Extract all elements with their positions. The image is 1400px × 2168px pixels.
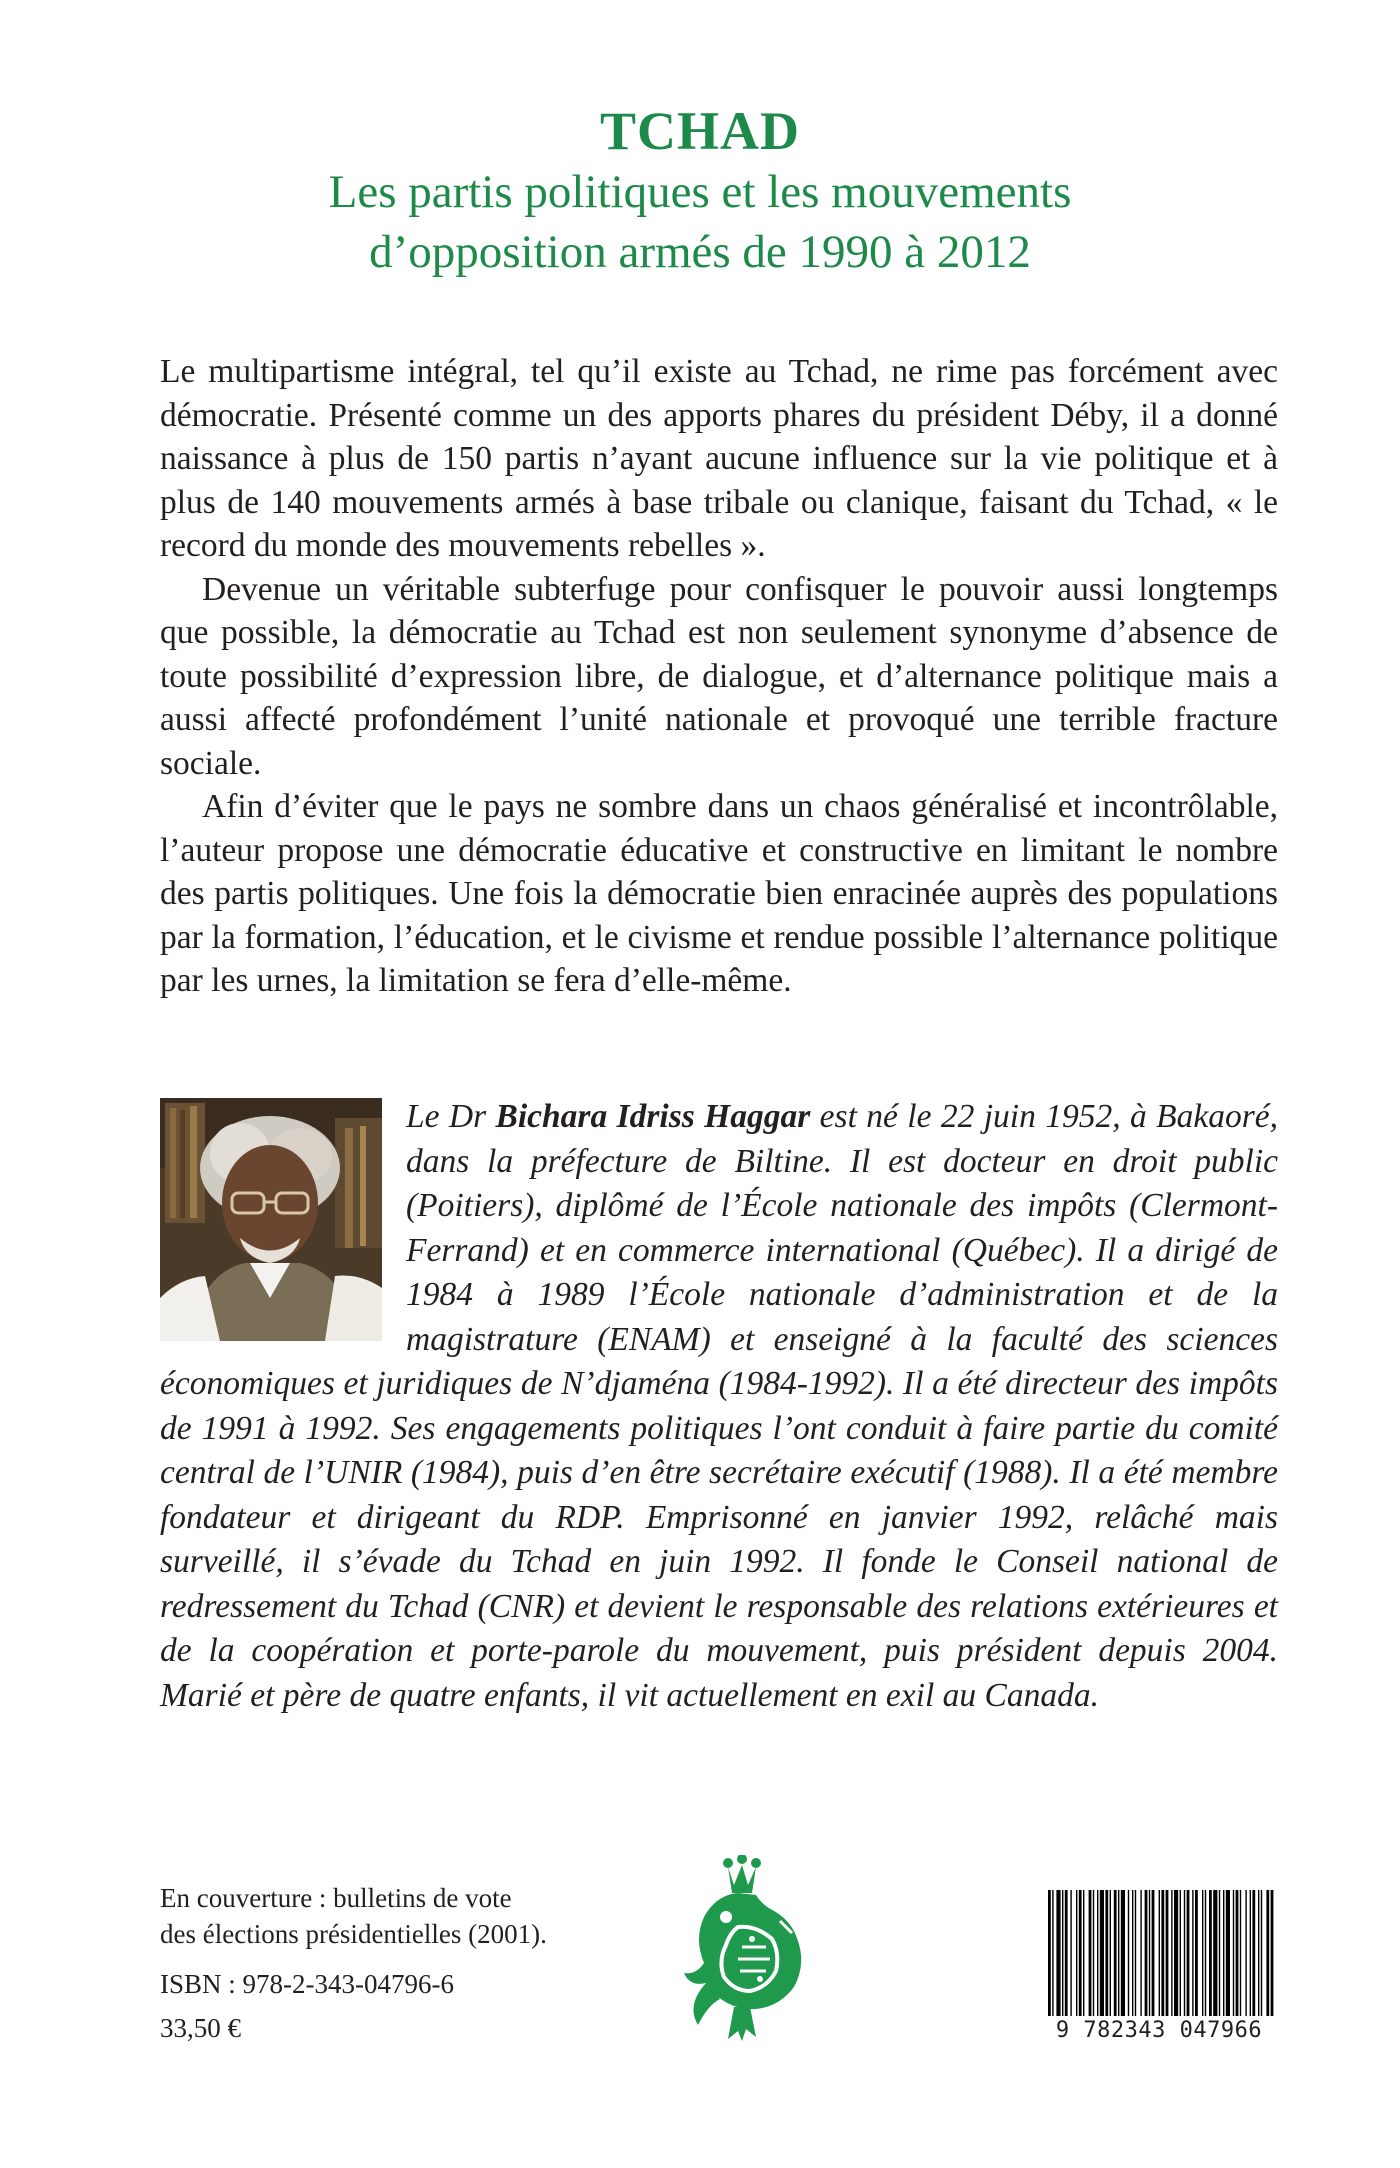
price: 33,50 €	[160, 2013, 241, 2043]
publisher-bird-logo-icon	[676, 1855, 806, 2045]
cover-credit-line-1: En couverture : bulletins de vote	[160, 1883, 512, 1913]
title-block	[0, 100, 1400, 282]
author-portrait	[160, 1098, 382, 1341]
bio-prefix: Le Dr	[406, 1098, 496, 1135]
bio-text: est né le 22 juin 1952, à Bakaoré, dans la préfecture de Biltine. Il est docteur en droit public (Poitiers), diplômé de l’École nationale des impôts (Clermont-Ferrand) et en commerce international (Québec). Il a dirigé de 1984 à 1989 l’École nationale d’administration et de la magistrature (ENAM) et enseigné à la faculté des sciences économiques et juridiques de N’djaména (1984-1992). Il a été directeur des impôts de 1991 à 1992. Ses engagements politiques l’ont conduit à faire partie du comité central de l’UNIR (1984), puis d’en être secrétaire exécutif (1988). Il a été membre fondateur et dirigeant du RDP. Emprisonné en janvier 1992, relâché mais surveillé, il s’évade du Tchad en juin 1992. Il fonde le Conseil national de redressement du Tchad (CNR) et devient le responsable des relations extérieures et de la coopération et porte-parole du mouvement, puis président depuis 2004. Marié et père de quatre enfants, il vit actuellement en exil au Canada.	[160, 1098, 1278, 1714]
cover-credit-line-2: des élections présidentielles (2001).	[160, 1919, 547, 1949]
book-subtitle-line-2: d’opposition armés de 1990 à 2012	[369, 226, 1031, 278]
synopsis-paragraph-3: Afin d’éviter que le pays ne sombre dans un chaos généralisé et incontrôlable, l’auteur propose une démocratie éducative et constructive en limitant le nombre des partis politiques. Une fois la démocratie bien enracinée auprès des populations par la formation, l’éducation, et le civisme et rendue possible l’alternance politique par les urnes, la limitation se fera d’elle-même.	[160, 788, 1278, 999]
book-subtitle-line-1: Les partis politiques et les mouvements	[328, 166, 1072, 218]
author-name: Bichara Idriss Haggar	[495, 1098, 811, 1135]
barcode-number: 9 782343 047966	[1040, 2016, 1278, 2046]
author-bio	[160, 1095, 1278, 1718]
synopsis-paragraph-2: Devenue un véritable subterfuge pour confisquer le pouvoir aussi longtemps que possible, la démocratie au Tchad est non seulement synonyme d’absence de toute possibilité d’expression libre, de dialogue, et d’alternance politique mais a aussi affecté profondément l’unité nationale et provoqué une terrible fracture sociale.	[160, 570, 1278, 782]
synopsis	[160, 350, 1278, 1003]
credits	[160, 1880, 547, 2046]
synopsis-paragraph-1: Le multipartisme intégral, tel qu’il existe au Tchad, ne rime pas forcément avec démocratie. Présenté comme un des apports phares du président Déby, il a donné naissance à plus de 150 partis n’ayant aucune influence sur la vie politique et à plus de 140 mouvements armés à base tribale ou clanique, faisant du Tchad, « le record du monde des mouvements rebelles ».	[160, 353, 1278, 564]
isbn: ISBN : 978-2-343-04796-6	[160, 1969, 454, 1999]
book-title: TCHAD	[599, 101, 800, 161]
